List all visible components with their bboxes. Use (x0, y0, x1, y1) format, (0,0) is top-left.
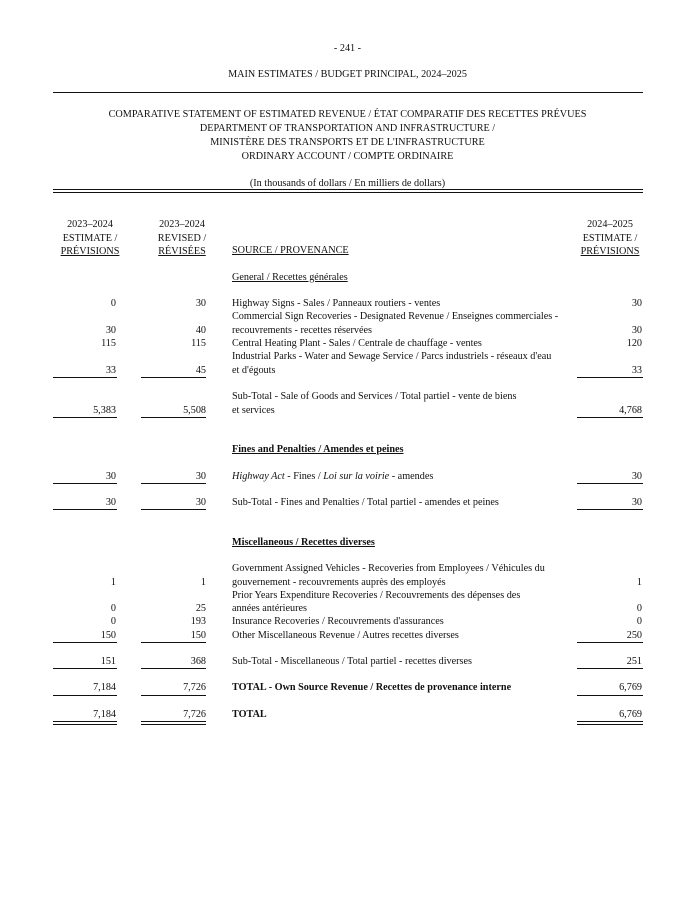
subtotal-value-2024-estimate: 251 (626, 656, 642, 667)
source-column-header: SOURCE / PROVENANCE (232, 245, 349, 256)
grand-total-2023-revised: 7,726 (183, 709, 206, 720)
column-rule (53, 417, 117, 418)
column-rule (577, 642, 643, 643)
subtotal-value-2023-estimate: 30 (105, 497, 116, 508)
own-source-total-2024-estimate: 6,769 (619, 682, 642, 693)
row-value-2023-revised: 25 (195, 603, 206, 614)
subtotal-value-2023-estimate: 151 (100, 656, 116, 667)
subtotal-label-continued: et services (232, 405, 275, 416)
row-value-2023-estimate: 115 (101, 338, 116, 349)
row-value-2024-estimate: 30 (631, 298, 642, 309)
row-value-2023-revised: 1 (200, 577, 206, 588)
double-rule (577, 721, 643, 725)
page-number: - 241 - (333, 43, 362, 54)
row-source-separator: - Fines / (284, 471, 324, 482)
header-rule (53, 92, 643, 93)
section-heading-miscellaneous: Miscellaneous / Recettes diverses (232, 537, 375, 548)
col-header-year: 2023–2024 (67, 219, 113, 230)
subtotal-value-2023-revised: 368 (190, 656, 206, 667)
column-rule (577, 668, 643, 669)
row-value-2023-revised: 193 (190, 616, 206, 627)
column-rule (141, 509, 206, 510)
row-value-2023-estimate: 0 (110, 616, 116, 627)
row-value-2023-estimate: 1 (110, 577, 116, 588)
row-value-2023-estimate: 30 (105, 325, 116, 336)
statement-title: COMPARATIVE STATEMENT OF ESTIMATED REVENUE / ÉTAT COMPARATIF DES RECETTES PRÉVUES (108, 109, 587, 120)
row-source-highway-act (232, 471, 433, 482)
title-rule (53, 189, 643, 193)
column-rule (53, 695, 117, 696)
act-name-en: Highway Act (232, 471, 285, 482)
row-value-2023-revised: 30 (195, 298, 206, 309)
row-source: Other Miscellaneous Revenue / Autres recettes diverses (232, 630, 459, 641)
row-value-2024-estimate: 33 (631, 365, 642, 376)
col-header-label: REVISED / (157, 232, 207, 244)
row-source-continued: années antérieures (232, 603, 307, 614)
subtotal-value-2023-revised: 5,508 (183, 405, 206, 416)
row-source: Government Assigned Vehicles - Recoveries from Employees / Véhicules du (232, 563, 545, 574)
row-value-2023-estimate: 30 (105, 471, 116, 482)
section-heading-general: General / Recettes générales (232, 272, 348, 283)
column-rule (577, 377, 643, 378)
row-source: Central Heating Plant - Sales / Centrale de chauffage - ventes (232, 338, 482, 349)
column-rule (141, 642, 206, 643)
row-source-suffix: - amendes (389, 471, 434, 482)
column-rule (53, 377, 117, 378)
department-title-fr: MINISTÈRE DES TRANSPORTS ET DE L'INFRASTRUCTURE (210, 137, 485, 148)
row-value-2023-revised: 30 (195, 471, 206, 482)
col-header-label: ESTIMATE / (582, 232, 638, 244)
row-value-2024-estimate: 30 (631, 325, 642, 336)
grand-total-2024-estimate: 6,769 (619, 709, 642, 720)
own-source-total-2023-revised: 7,726 (183, 682, 206, 693)
column-rule (141, 417, 206, 418)
running-title: MAIN ESTIMATES / BUDGET PRINCIPAL, 2024–2025 (228, 69, 467, 80)
subtotal-label: Sub-Total - Sale of Goods and Services / Total partiel - vente de biens (232, 391, 517, 402)
row-value-2023-estimate: 150 (100, 630, 116, 641)
col-header-label-fr: PRÉVISIONS (580, 246, 640, 257)
row-source: Commercial Sign Recoveries - Designated Revenue / Enseignes commerciales - (232, 311, 559, 322)
column-rule (141, 483, 206, 484)
col-header-label-fr: RÉVISÉES (158, 246, 206, 257)
double-rule (53, 721, 117, 725)
section-heading-fines: Fines and Penalties / Amendes et peines (232, 444, 404, 455)
row-source: Prior Years Expenditure Recoveries / Recouvrements des dépenses des (232, 590, 521, 601)
subtotal-value-2024-estimate: 4,768 (619, 405, 642, 416)
row-value-2024-estimate: 250 (626, 630, 642, 641)
column-rule (141, 377, 206, 378)
column-rule (141, 668, 206, 669)
column-rule (577, 417, 643, 418)
column-rule (577, 483, 643, 484)
column-rule (53, 668, 117, 669)
row-value-2023-revised: 45 (195, 365, 206, 376)
col-header-year: 2024–2025 (587, 219, 633, 230)
row-value-2024-estimate: 30 (631, 471, 642, 482)
grand-total-2023-estimate: 7,184 (93, 709, 116, 720)
col-2023-revised-header (140, 218, 224, 259)
row-value-2023-estimate: 0 (110, 298, 116, 309)
subtotal-label: Sub-Total - Miscellaneous / Total partiel - recettes diverses (232, 656, 472, 667)
act-name-fr: Loi sur la voirie (323, 471, 390, 482)
column-rule (53, 483, 117, 484)
row-value-2024-estimate: 1 (636, 577, 642, 588)
own-source-total-2023-estimate: 7,184 (93, 682, 116, 693)
row-value-2023-revised: 150 (190, 630, 206, 641)
column-rule (53, 509, 117, 510)
grand-total-label: TOTAL (232, 709, 267, 720)
row-source: Insurance Recoveries / Recouvrements d'assurances (232, 616, 444, 627)
units-note: (In thousands of dollars / En milliers de dollars) (249, 178, 446, 189)
row-value-2023-estimate: 0 (110, 603, 116, 614)
own-source-total-label: TOTAL - Own Source Revenue / Recettes de provenance interne (232, 682, 512, 693)
col-header-label: ESTIMATE / (62, 232, 118, 244)
column-rule (577, 509, 643, 510)
row-value-2024-estimate: 0 (636, 603, 642, 614)
subtotal-value-2023-revised: 30 (195, 497, 206, 508)
double-rule (141, 721, 206, 725)
column-rule (141, 695, 206, 696)
row-value-2024-estimate: 0 (636, 616, 642, 627)
column-rule (53, 642, 117, 643)
column-rule (577, 695, 643, 696)
col-2023-estimate-header (50, 218, 130, 259)
subtotal-value-2024-estimate: 30 (631, 497, 642, 508)
col-2024-estimate-header (570, 218, 650, 259)
row-value-2024-estimate: 120 (626, 338, 642, 349)
row-source: Industrial Parks - Water and Sewage Service / Parcs industriels - réseaux d'eau (232, 351, 552, 362)
subtotal-value-2023-estimate: 5,383 (93, 405, 116, 416)
row-source-continued: recouvrements - recettes réservées (232, 325, 372, 336)
row-source: Highway Signs - Sales / Panneaux routiers - ventes (232, 298, 441, 309)
row-value-2023-estimate: 33 (105, 365, 116, 376)
row-value-2023-revised: 115 (191, 338, 206, 349)
col-header-year: 2023–2024 (159, 219, 205, 230)
row-value-2023-revised: 40 (195, 325, 206, 336)
department-title-en: DEPARTMENT OF TRANSPORTATION AND INFRASTRUCTURE / (199, 123, 496, 134)
subtotal-label: Sub-Total - Fines and Penalties / Total partiel - amendes et peines (232, 497, 499, 508)
row-source-continued: gouvernement - recouvrements auprès des employés (232, 577, 446, 588)
row-source-continued: et d'égouts (232, 365, 276, 376)
col-header-label-fr: PRÉVISIONS (60, 246, 120, 257)
account-title: ORDINARY ACCOUNT / COMPTE ORDINAIRE (241, 151, 454, 162)
